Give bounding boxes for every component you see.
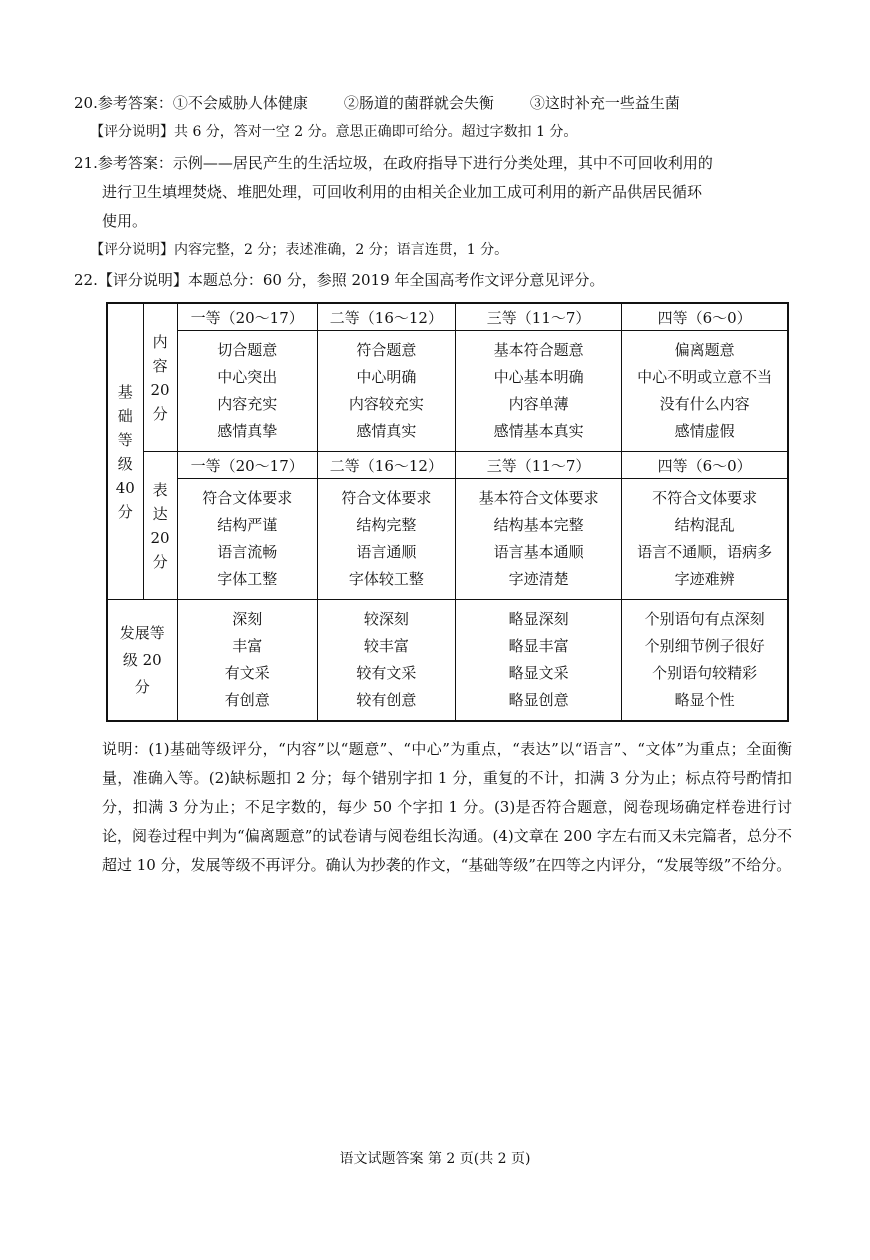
page-footer: 语文试题答案 第 2 页(共 2 页) — [339, 1151, 531, 1167]
expression-criteria-grade-3: 基本符合文体要求 结构基本完整 语言基本通顺 字迹清楚 — [455, 479, 621, 600]
development-criteria-grade-2: 较深刻 较丰富 较有文采 较有创意 — [317, 600, 455, 722]
base-level-label: 基 础 等 级 40 分 — [107, 303, 143, 600]
q20-blank-2: ②肠道的菌群就会失衡 — [343, 94, 494, 112]
expression-criteria-grade-2: 符合文体要求 结构完整 语言通顺 字体较工整 — [317, 479, 455, 600]
q21-answer-line-2: 进行卫生填埋焚烧、堆肥处理，可回收利用的由相关企业加工成可利用的新产品供居民循环 — [102, 183, 703, 201]
q20-answer-label: 20.参考答案： — [74, 94, 173, 112]
q22-scoring-note: 22.【评分说明】本题总分：60 分，参照 2019 年全国高考作文评分意见评分。 — [74, 271, 605, 289]
grade-header: 二等（16～12） — [317, 303, 455, 331]
development-criteria-grade-3: 略显深刻 略显丰富 略显文采 略显创意 — [455, 600, 621, 722]
scoring-explanation: 说明：(1)基础等级评分，“内容”以“题意”、“中心”为重点，“表达”以“语言”、“文体”为重点；全面衡量，准确入等。(2)缺标题扣 2 分；每个错别字扣 1 分，重复的不计，扣满 3 分为止；标点符号酌情扣分，扣满 3 分为止；不足字数的，每少 50 个字扣 1 分。(3)是否符合题意，阅卷现场确定样卷进行讨论，阅卷过程中判为“偏离题意”的试卷请与阅卷组长沟通。(4)文章在 200 字左右而又未完篇者，总分不超过 10 分，发展等级不再评分。确认为抄袭的作文，“基础等级”在四等之内评分，“发展等级”不给分。 — [102, 740, 792, 874]
content-criteria-grade-3: 基本符合题意 中心基本明确 内容单薄 感情基本真实 — [455, 331, 621, 452]
grade-header: 一等（20～17） — [177, 303, 317, 331]
q20-blank-3: ③这时补充一些益生菌 — [529, 94, 680, 112]
development-criteria-grade-4: 个别语句有点深刻 个别细节例子很好 个别语句较精彩 略显个性 — [622, 600, 788, 722]
grade-header: 四等（6～0） — [622, 303, 788, 331]
grade-header: 二等（16～12） — [317, 452, 455, 479]
grade-header: 四等（6～0） — [622, 452, 788, 479]
essay-scoring-table — [106, 302, 789, 722]
grade-header: 三等（11～7） — [455, 303, 621, 331]
content-criteria-grade-2: 符合题意 中心明确 内容较充实 感情真实 — [317, 331, 455, 452]
expression-label: 表 达 20 分 — [143, 452, 177, 600]
q20-answer — [74, 93, 680, 113]
development-criteria-grade-1: 深刻 丰富 有文采 有创意 — [177, 600, 317, 722]
q20-blank-1: ①不会威胁人体健康 — [172, 94, 308, 112]
expression-criteria-grade-1: 符合文体要求 结构严谨 语言流畅 字体工整 — [177, 479, 317, 600]
content-label: 内 容 20 分 — [143, 303, 177, 452]
q20-scoring-note: 【评分说明】共 6 分，答对一空 2 分。意思正确即可给分。超过字数扣 1 分。 — [90, 124, 578, 140]
grade-header: 一等（20～17） — [177, 452, 317, 479]
grade-header: 三等（11～7） — [455, 452, 621, 479]
expression-criteria-grade-4: 不符合文体要求 结构混乱 语言不通顺，语病多 字迹难辨 — [622, 479, 788, 600]
q21-scoring-note: 【评分说明】内容完整，2 分；表述准确，2 分；语言连贯，1 分。 — [90, 242, 509, 258]
q21-answer-line-3: 使用。 — [102, 212, 148, 230]
q21-answer-line-1: 21.参考答案：示例——居民产生的生活垃圾，在政府指导下进行分类处理，其中不可回收利用的 — [74, 154, 713, 172]
content-criteria-grade-1: 切合题意 中心突出 内容充实 感情真挚 — [177, 331, 317, 452]
development-level-label: 发展等级 20 分 — [107, 600, 177, 722]
content-criteria-grade-4: 偏离题意 中心不明或立意不当 没有什么内容 感情虚假 — [622, 331, 788, 452]
